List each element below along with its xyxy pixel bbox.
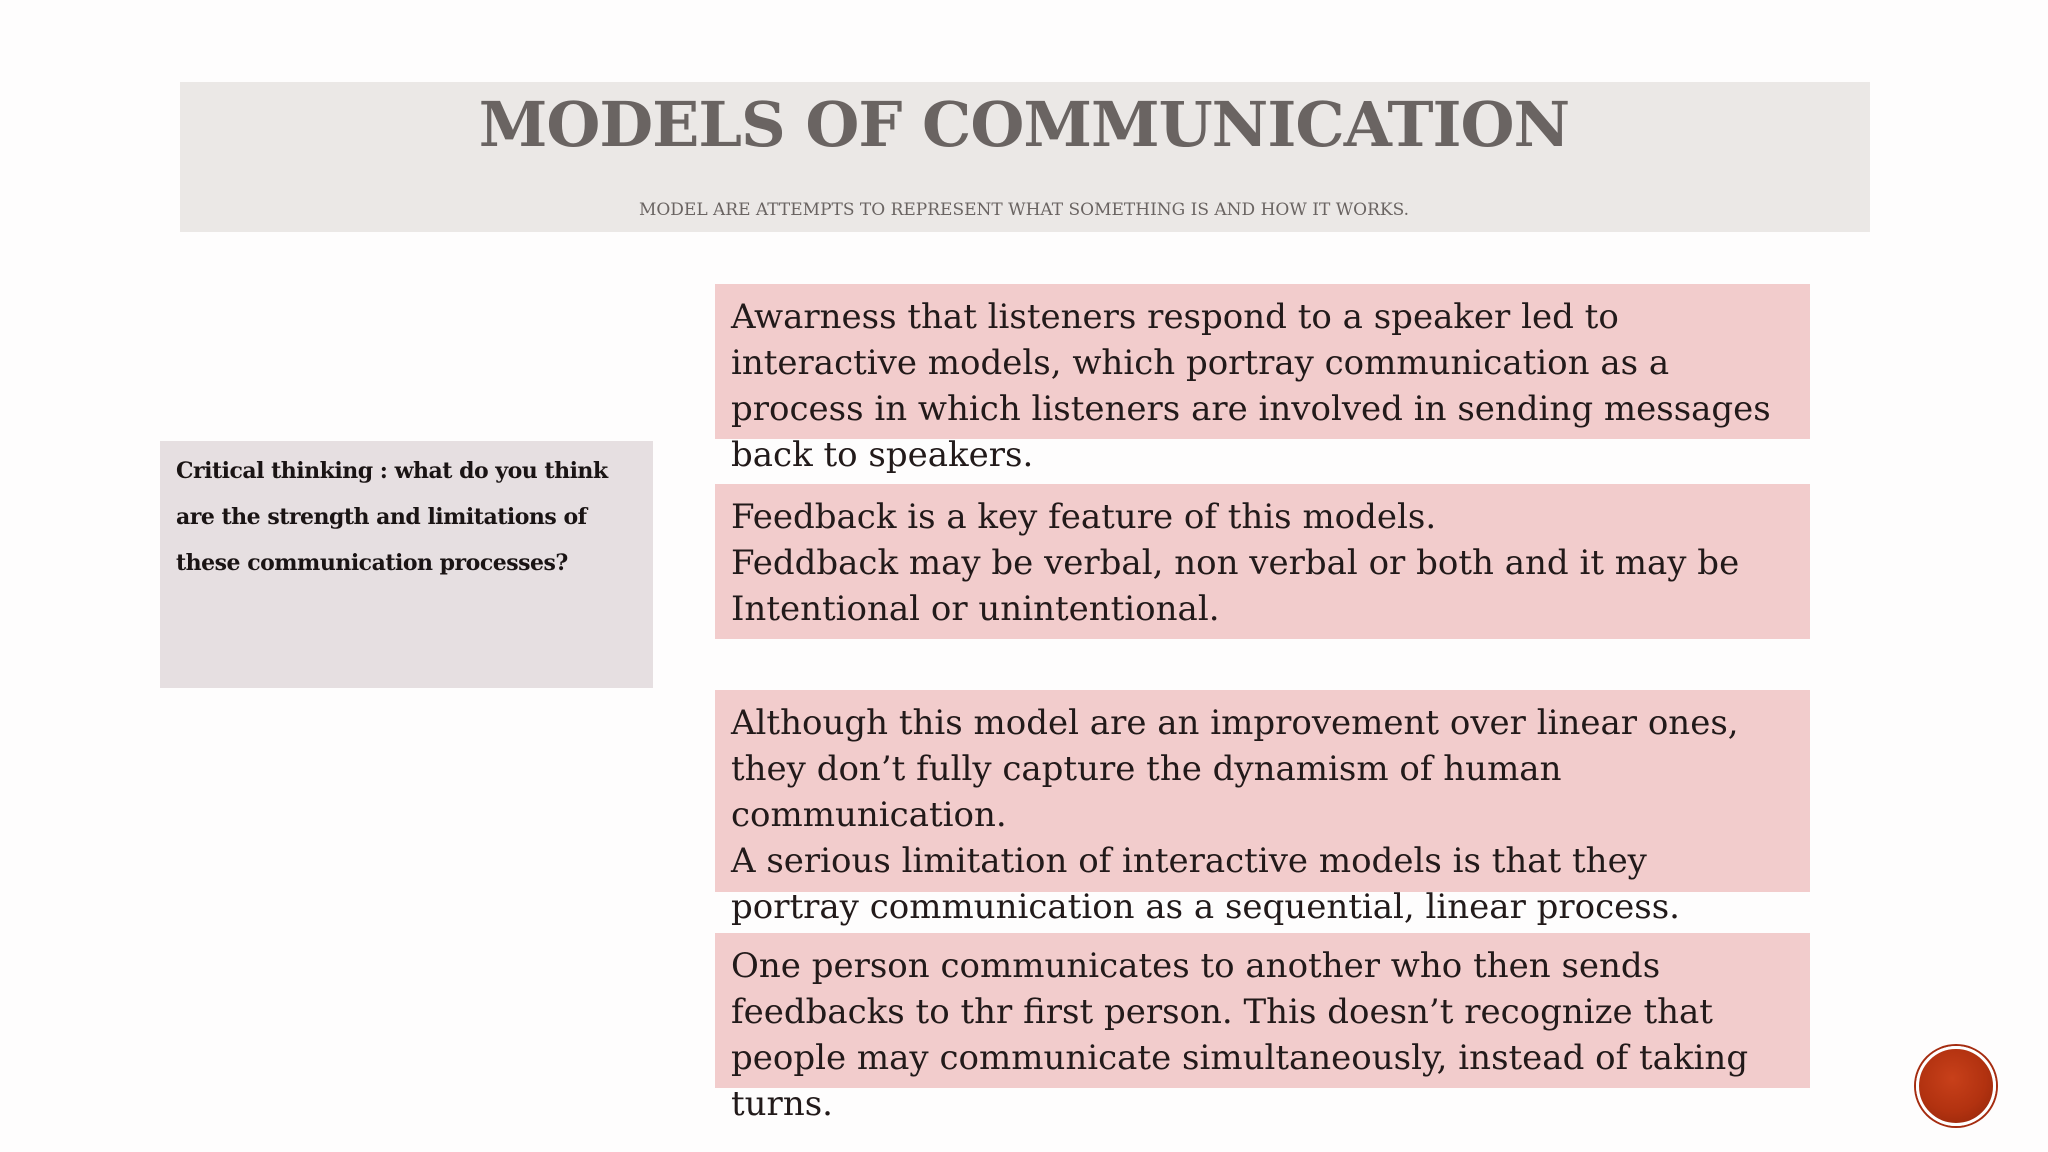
slide-nav-button[interactable]	[1916, 1046, 1996, 1126]
paragraph-limitations: Although this model are an improvement over linear ones, they don’t fully capture the dynamism of human communication. A serious limitation of interactive models is that they portray communication as a sequential, linear process.	[731, 703, 1739, 927]
critical-thinking-text: Critical thinking : what do you think are the strength and limitations of these communication processes?	[176, 458, 608, 576]
paragraph-feedback: Feedback is a key feature of this models. Feddback may be verbal, non verbal or both and it may be Intentional or unintentional.	[731, 497, 1740, 629]
slide-title: MODELS OF COMMUNICATION	[478, 88, 1570, 161]
paragraph-interactive-models: Awarness that listeners respond to a speaker led to interactive models, which portray communication as a process in which listeners are involved in sending messages back to speakers.	[731, 297, 1771, 475]
slide-subtitle: MODEL ARE ATTEMPTS TO REPRESENT WHAT SOMETHING IS AND HOW IT WORKS.	[638, 200, 1410, 220]
paragraph-sequential: One person communicates to another who then sends feedbacks to thr first person. This doesn’t recognize that people may communicate simultaneously, instead of taking turns.	[731, 946, 1749, 1124]
